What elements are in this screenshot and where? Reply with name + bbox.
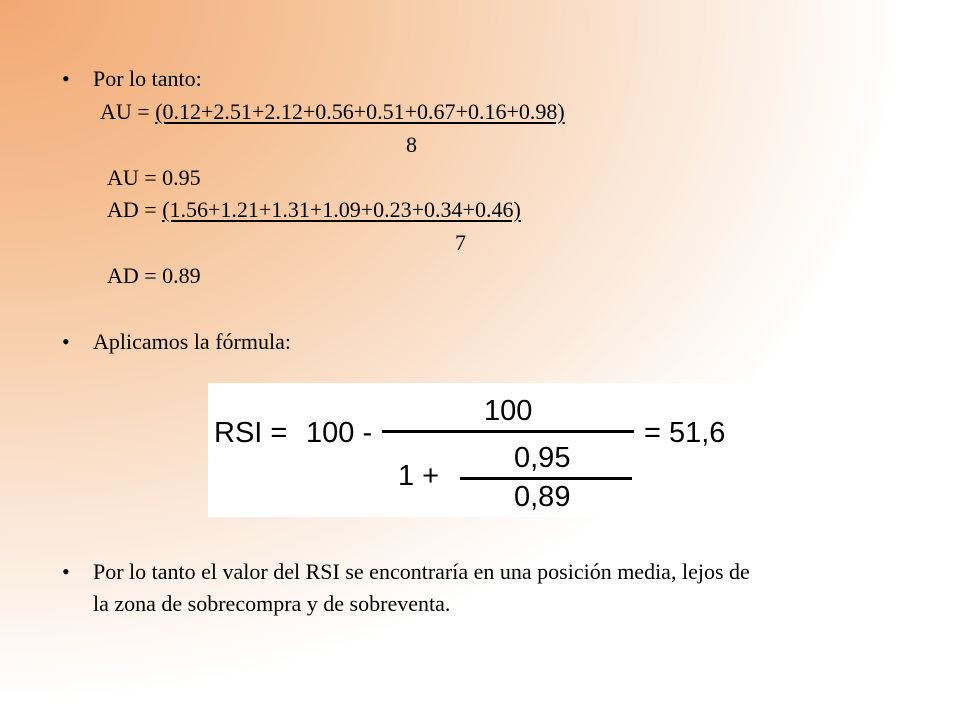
formula-inner-fraction-bar xyxy=(460,477,632,480)
au-denominator: 8 xyxy=(406,132,417,157)
rsi-formula xyxy=(208,383,744,517)
formula-main-fraction-bar xyxy=(382,430,634,433)
ad-denominator: 7 xyxy=(455,230,466,255)
formula-inner-denominator: 0,89 xyxy=(514,481,571,513)
au-result: AU = 0.95 xyxy=(107,165,201,190)
formula-inner-numerator: 0,95 xyxy=(514,442,571,474)
bullet-1: • xyxy=(62,66,70,91)
formula-hundred-minus: 100 - xyxy=(306,417,373,449)
ad-numerator: (1.56+1.21+1.31+1.09+0.23+0.34+0.46) xyxy=(162,197,521,222)
au-prefix: AU = xyxy=(100,99,156,124)
bullet-3: • xyxy=(62,559,70,584)
bullet-2: • xyxy=(62,329,70,354)
au-equation xyxy=(100,101,565,123)
formula-lhs: RSI = xyxy=(214,417,288,449)
formula-one-plus: 1 + xyxy=(398,460,440,492)
ad-result: AD = 0.89 xyxy=(107,263,201,288)
formula-result: = 51,6 xyxy=(644,417,726,449)
section1-heading: Por lo tanto: xyxy=(93,66,202,91)
formula-numerator: 100 xyxy=(484,395,533,427)
au-numerator: (0.12+2.51+2.12+0.56+0.51+0.67+0.16+0.98) xyxy=(155,99,565,124)
conclusion-line-2: la zona de sobrecompra y de sobreventa. xyxy=(93,591,451,616)
ad-prefix: AD = xyxy=(107,197,163,222)
conclusion-line-1: Por lo tanto el valor del RSI se encontraría en una posición media, lejos de xyxy=(93,559,750,584)
section2-heading: Aplicamos la fórmula: xyxy=(93,329,291,354)
ad-equation xyxy=(107,199,521,221)
